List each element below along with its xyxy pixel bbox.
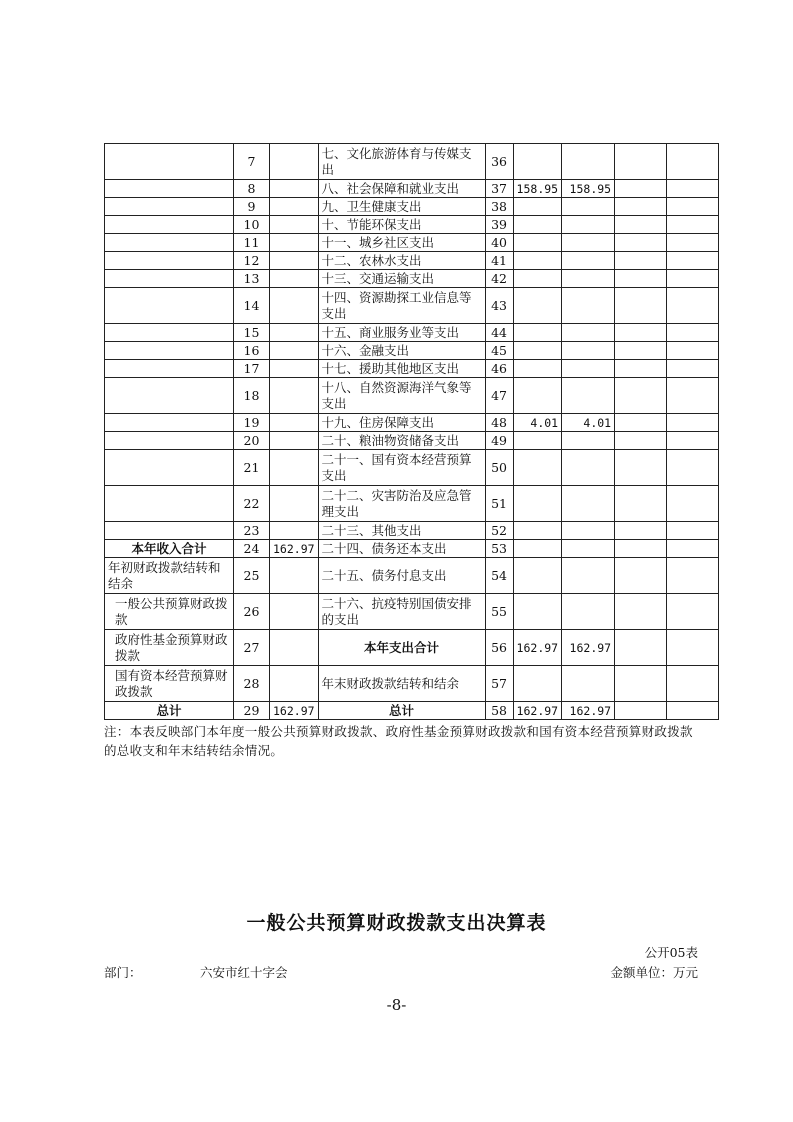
- next-table-title: 一般公共预算财政拨款支出决算表: [246, 912, 547, 934]
- expense-label-cell: 十七、援助其他地区支出: [318, 360, 485, 378]
- expense-label-cell: 十九、住房保障支出: [318, 414, 485, 432]
- state-capital-cell: [667, 216, 719, 234]
- fund-budget-cell: [615, 558, 667, 594]
- expense-row-number: 42: [485, 270, 513, 288]
- income-row-number: 28: [234, 666, 270, 702]
- income-amount-cell: [270, 270, 319, 288]
- income-amount-cell: [270, 234, 319, 252]
- expense-row-number: 46: [485, 360, 513, 378]
- general-budget-cell: 162.97: [562, 702, 615, 720]
- fund-budget-cell: [615, 450, 667, 486]
- income-row-number: 20: [234, 432, 270, 450]
- table-row: [105, 522, 719, 540]
- page-number: -8-: [386, 996, 407, 1014]
- total-amount-cell: 162.97: [513, 630, 562, 666]
- expense-label-cell: 年末财政拨款结转和结余: [318, 666, 485, 702]
- income-row-number: 12: [234, 252, 270, 270]
- state-capital-cell: [667, 630, 719, 666]
- table-row: [105, 234, 719, 252]
- total-amount-cell: [513, 324, 562, 342]
- state-capital-cell: [667, 702, 719, 720]
- general-budget-cell: [562, 378, 615, 414]
- expense-row-number: 44: [485, 324, 513, 342]
- state-capital-cell: [667, 414, 719, 432]
- fund-budget-cell: [615, 414, 667, 432]
- income-row-number: 27: [234, 630, 270, 666]
- state-capital-cell: [667, 522, 719, 540]
- fund-budget-cell: [615, 630, 667, 666]
- expense-label-cell: 总计: [318, 702, 485, 720]
- expense-row-number: 48: [485, 414, 513, 432]
- expense-row-number: 58: [485, 702, 513, 720]
- table-row: [105, 594, 719, 630]
- fund-budget-cell: [615, 522, 667, 540]
- fund-budget-cell: [615, 486, 667, 522]
- state-capital-cell: [667, 450, 719, 486]
- general-budget-cell: [562, 558, 615, 594]
- expense-row-number: 36: [485, 144, 513, 180]
- expense-label-cell: 二十四、债务还本支出: [318, 540, 485, 558]
- state-capital-cell: [667, 594, 719, 630]
- income-label-cell: [105, 234, 234, 252]
- income-label-cell: [105, 216, 234, 234]
- income-label-cell: 政府性基金预算财政拨款: [105, 630, 234, 666]
- total-amount-cell: [513, 288, 562, 324]
- general-budget-cell: [562, 360, 615, 378]
- income-label-cell: [105, 180, 234, 198]
- general-budget-cell: [562, 342, 615, 360]
- expense-label-cell: 二十五、债务付息支出: [318, 558, 485, 594]
- income-label-cell: [105, 324, 234, 342]
- income-amount-cell: [270, 522, 319, 540]
- state-capital-cell: [667, 486, 719, 522]
- expense-label-cell: 二十六、抗疫特别国债安排的支出: [318, 594, 485, 630]
- expense-label-cell: 十五、商业服务业等支出: [318, 324, 485, 342]
- expense-label-cell: 十四、资源勘探工业信息等支出: [318, 288, 485, 324]
- income-row-number: 10: [234, 216, 270, 234]
- total-amount-cell: [513, 594, 562, 630]
- income-row-number: 19: [234, 414, 270, 432]
- table-row: [105, 450, 719, 486]
- total-amount-cell: [513, 216, 562, 234]
- general-budget-cell: [562, 234, 615, 252]
- fund-budget-cell: [615, 270, 667, 288]
- income-label-cell: [105, 378, 234, 414]
- income-row-number: 24: [234, 540, 270, 558]
- total-amount-cell: [513, 432, 562, 450]
- fund-budget-cell: [615, 540, 667, 558]
- income-label-cell: [105, 198, 234, 216]
- expense-label-cell: 十八、自然资源海洋气象等支出: [318, 378, 485, 414]
- expense-row-number: 57: [485, 666, 513, 702]
- expense-row-number: 45: [485, 342, 513, 360]
- general-budget-cell: [562, 666, 615, 702]
- general-budget-cell: [562, 594, 615, 630]
- total-amount-cell: 162.97: [513, 702, 562, 720]
- total-amount-cell: [513, 558, 562, 594]
- expense-label-cell: 八、社会保障和就业支出: [318, 180, 485, 198]
- fund-budget-cell: [615, 288, 667, 324]
- table-row: [105, 486, 719, 522]
- expense-label-cell: 二十、粮油物资储备支出: [318, 432, 485, 450]
- expense-label-cell: 十一、城乡社区支出: [318, 234, 485, 252]
- expense-row-number: 54: [485, 558, 513, 594]
- expense-label-cell: 七、文化旅游体育与传媒支出: [318, 144, 485, 180]
- fund-budget-cell: [615, 324, 667, 342]
- income-amount-cell: [270, 594, 319, 630]
- total-amount-cell: [513, 342, 562, 360]
- income-label-cell: [105, 342, 234, 360]
- general-budget-cell: [562, 198, 615, 216]
- general-budget-cell: [562, 432, 615, 450]
- total-amount-cell: [513, 522, 562, 540]
- general-budget-cell: [562, 324, 615, 342]
- income-row-number: 25: [234, 558, 270, 594]
- expense-row-number: 50: [485, 450, 513, 486]
- state-capital-cell: [667, 378, 719, 414]
- state-capital-cell: [667, 558, 719, 594]
- fund-budget-cell: [615, 216, 667, 234]
- table-row: [105, 288, 719, 324]
- general-budget-cell: [562, 450, 615, 486]
- expense-label-cell: 十、节能环保支出: [318, 216, 485, 234]
- income-row-number: 14: [234, 288, 270, 324]
- income-amount-cell: 162.97: [270, 702, 319, 720]
- income-row-number: 18: [234, 378, 270, 414]
- expense-row-number: 43: [485, 288, 513, 324]
- total-amount-cell: [513, 378, 562, 414]
- income-label-cell: [105, 288, 234, 324]
- income-row-number: 21: [234, 450, 270, 486]
- expense-label-cell: 十六、金融支出: [318, 342, 485, 360]
- income-amount-cell: [270, 252, 319, 270]
- expense-label-cell: 十二、农林水支出: [318, 252, 485, 270]
- total-amount-cell: [513, 360, 562, 378]
- expense-row-number: 41: [485, 252, 513, 270]
- state-capital-cell: [667, 342, 719, 360]
- table-row: [105, 252, 719, 270]
- table-row: [105, 540, 719, 558]
- income-label-cell: [105, 360, 234, 378]
- table-row: [105, 630, 719, 666]
- income-amount-cell: [270, 486, 319, 522]
- state-capital-cell: [667, 270, 719, 288]
- total-amount-cell: [513, 252, 562, 270]
- total-amount-cell: 4.01: [513, 414, 562, 432]
- expense-label-cell: 九、卫生健康支出: [318, 198, 485, 216]
- total-amount-cell: 158.95: [513, 180, 562, 198]
- income-amount-cell: [270, 144, 319, 180]
- income-label-cell: 总计: [105, 702, 234, 720]
- fund-budget-cell: [615, 342, 667, 360]
- general-budget-cell: [562, 540, 615, 558]
- general-budget-cell: 158.95: [562, 180, 615, 198]
- income-amount-cell: [270, 360, 319, 378]
- income-label-cell: 国有资本经营预算财政拨款: [105, 666, 234, 702]
- income-amount-cell: [270, 216, 319, 234]
- table-row: [105, 324, 719, 342]
- table-row: [105, 270, 719, 288]
- total-amount-cell: [513, 450, 562, 486]
- table-row: [105, 558, 719, 594]
- table-row: [105, 216, 719, 234]
- state-capital-cell: [667, 198, 719, 216]
- department-name: 六安市红十字会: [200, 965, 288, 980]
- general-budget-cell: [562, 144, 615, 180]
- income-row-number: 22: [234, 486, 270, 522]
- table-row: [105, 180, 719, 198]
- table-row: [105, 378, 719, 414]
- income-amount-cell: [270, 414, 319, 432]
- expense-row-number: 56: [485, 630, 513, 666]
- expense-label-cell: 二十三、其他支出: [318, 522, 485, 540]
- income-label-cell: [105, 270, 234, 288]
- fund-budget-cell: [615, 252, 667, 270]
- income-row-number: 11: [234, 234, 270, 252]
- income-row-number: 15: [234, 324, 270, 342]
- department-label: 部门：: [104, 965, 142, 980]
- fund-budget-cell: [615, 144, 667, 180]
- state-capital-cell: [667, 288, 719, 324]
- income-row-number: 26: [234, 594, 270, 630]
- table-row: [105, 198, 719, 216]
- expense-label-cell: 十三、交通运输支出: [318, 270, 485, 288]
- fund-budget-cell: [615, 432, 667, 450]
- income-amount-cell: [270, 666, 319, 702]
- income-amount-cell: [270, 378, 319, 414]
- general-budget-cell: [562, 270, 615, 288]
- general-budget-cell: 4.01: [562, 414, 615, 432]
- table-code: 公开05表: [644, 945, 698, 960]
- expense-label-cell: 二十一、国有资本经营预算支出: [318, 450, 485, 486]
- total-amount-cell: [513, 486, 562, 522]
- income-label-cell: [105, 522, 234, 540]
- fiscal-summary-table: [104, 143, 719, 720]
- table-row: [105, 342, 719, 360]
- fund-budget-cell: [615, 378, 667, 414]
- income-amount-cell: [270, 342, 319, 360]
- state-capital-cell: [667, 144, 719, 180]
- total-amount-cell: [513, 198, 562, 216]
- income-label-cell: [105, 486, 234, 522]
- total-amount-cell: [513, 144, 562, 180]
- income-label-cell: [105, 414, 234, 432]
- general-budget-cell: [562, 522, 615, 540]
- general-budget-cell: 162.97: [562, 630, 615, 666]
- amount-unit: 金额单位：万元: [610, 965, 698, 980]
- expense-row-number: 52: [485, 522, 513, 540]
- general-budget-cell: [562, 288, 615, 324]
- income-label-cell: [105, 432, 234, 450]
- income-row-number: 23: [234, 522, 270, 540]
- fund-budget-cell: [615, 594, 667, 630]
- income-label-cell: 年初财政拨款结转和结余: [105, 558, 234, 594]
- total-amount-cell: [513, 666, 562, 702]
- total-amount-cell: [513, 270, 562, 288]
- fund-budget-cell: [615, 180, 667, 198]
- general-budget-cell: [562, 216, 615, 234]
- income-amount-cell: [270, 558, 319, 594]
- state-capital-cell: [667, 666, 719, 702]
- state-capital-cell: [667, 432, 719, 450]
- income-row-number: 16: [234, 342, 270, 360]
- table-row: [105, 666, 719, 702]
- income-amount-cell: [270, 324, 319, 342]
- income-row-number: 9: [234, 198, 270, 216]
- expense-row-number: 49: [485, 432, 513, 450]
- income-label-cell: [105, 252, 234, 270]
- table-note: 注：本表反映部门本年度一般公共预算财政拨款、政府性基金预算财政拨款和国有资本经营预算财政拨款的总收支和年末结转结余情况。: [104, 724, 693, 758]
- income-row-number: 7: [234, 144, 270, 180]
- income-amount-cell: [270, 198, 319, 216]
- total-amount-cell: [513, 540, 562, 558]
- expense-row-number: 55: [485, 594, 513, 630]
- table-row: [105, 702, 719, 720]
- fund-budget-cell: [615, 198, 667, 216]
- income-label-cell: 一般公共预算财政拨款: [105, 594, 234, 630]
- table-row: [105, 360, 719, 378]
- state-capital-cell: [667, 252, 719, 270]
- fund-budget-cell: [615, 702, 667, 720]
- expense-row-number: 40: [485, 234, 513, 252]
- expense-row-number: 38: [485, 198, 513, 216]
- income-label-cell: [105, 450, 234, 486]
- general-budget-cell: [562, 252, 615, 270]
- state-capital-cell: [667, 540, 719, 558]
- expense-row-number: 37: [485, 180, 513, 198]
- state-capital-cell: [667, 180, 719, 198]
- total-amount-cell: [513, 234, 562, 252]
- income-row-number: 8: [234, 180, 270, 198]
- table-row: [105, 432, 719, 450]
- income-label-cell: [105, 144, 234, 180]
- state-capital-cell: [667, 360, 719, 378]
- expense-row-number: 53: [485, 540, 513, 558]
- income-row-number: 17: [234, 360, 270, 378]
- income-amount-cell: 162.97: [270, 540, 319, 558]
- income-amount-cell: [270, 432, 319, 450]
- income-row-number: 13: [234, 270, 270, 288]
- expense-label-cell: 二十二、灾害防治及应急管理支出: [318, 486, 485, 522]
- general-budget-cell: [562, 486, 615, 522]
- expense-row-number: 39: [485, 216, 513, 234]
- income-label-cell: 本年收入合计: [105, 540, 234, 558]
- fund-budget-cell: [615, 360, 667, 378]
- expense-row-number: 51: [485, 486, 513, 522]
- income-amount-cell: [270, 450, 319, 486]
- state-capital-cell: [667, 324, 719, 342]
- fund-budget-cell: [615, 234, 667, 252]
- income-amount-cell: [270, 180, 319, 198]
- income-amount-cell: [270, 630, 319, 666]
- income-amount-cell: [270, 288, 319, 324]
- expense-row-number: 47: [485, 378, 513, 414]
- expense-label-cell: 本年支出合计: [318, 630, 485, 666]
- table-row: [105, 414, 719, 432]
- fund-budget-cell: [615, 666, 667, 702]
- state-capital-cell: [667, 234, 719, 252]
- income-row-number: 29: [234, 702, 270, 720]
- table-row: [105, 144, 719, 180]
